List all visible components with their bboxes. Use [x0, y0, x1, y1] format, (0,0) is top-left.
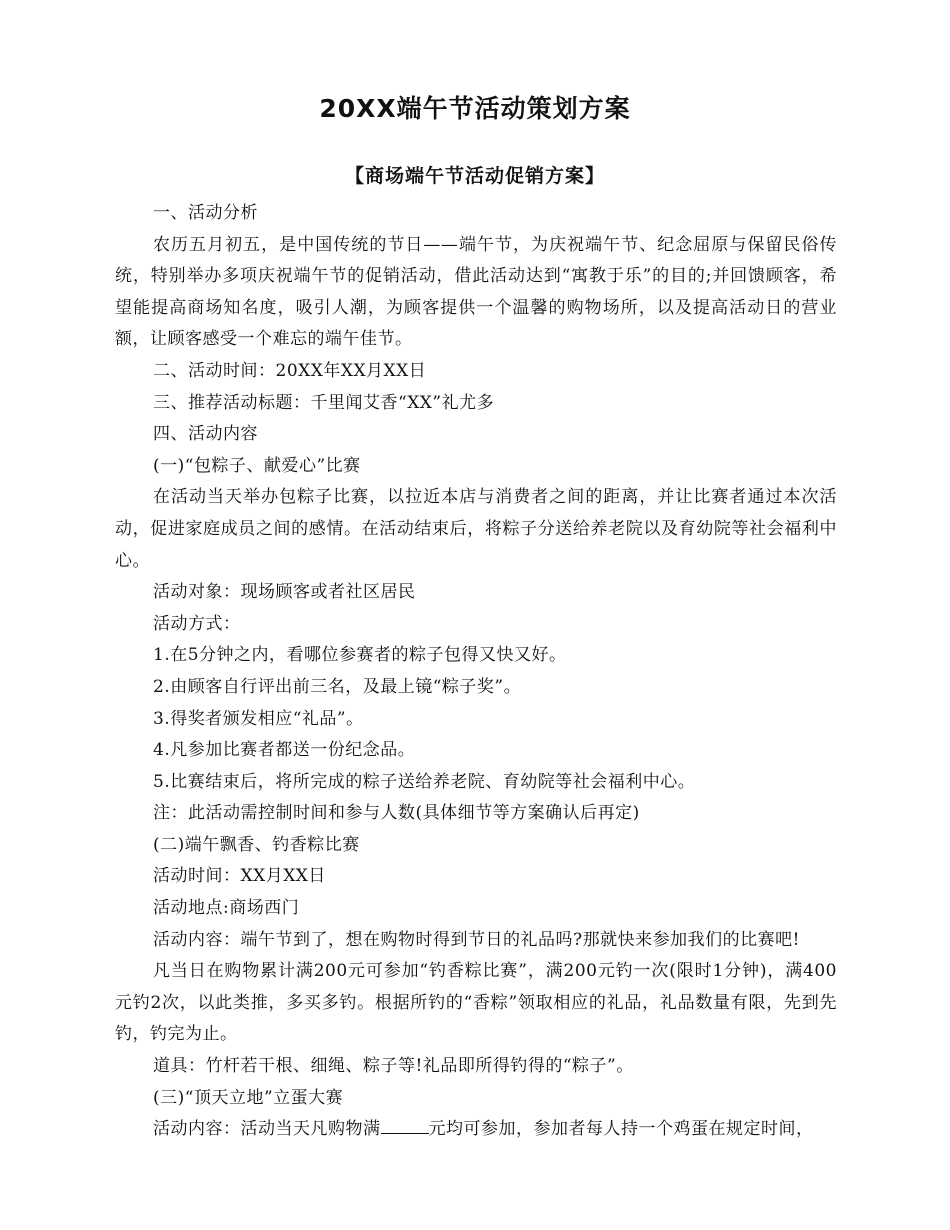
list-item-5: 5.比赛结束后，将所完成的粽子送给养老院、育幼院等社会福利中心。 — [153, 771, 696, 792]
paragraph-zongzi-contest: 在活动当天举办包粽子比赛，以拉近本店与消费者之间的距离，并让比赛者通过本次活动，促进家庭成员之间的感情。在活动结束后，将粽子分送给养老院以及育幼院等社会福利中心。 — [115, 487, 837, 571]
paragraph-analysis: 农历五月初五，是中国传统的节日——端午节，为庆祝端午节、纪念屈原与保留民俗传统，特别举办多项庆祝端午节的促销活动，借此活动达到“寓教于乐”的目的;并回馈顾客，希望能提高商场知名度，吸引人潮，为顾客提供一个温馨的购物场所，以及提高活动日的营业额，让顾客感受一个难忘的端午佳节。 — [115, 234, 837, 350]
list-item-1: 1.在5分钟之内，看哪位参赛者的粽子包得又快又好。 — [153, 645, 567, 666]
paragraph-target-audience: 活动对象：现场顾客或者社区居民 — [153, 582, 416, 603]
section-recommended-title: 三、推荐活动标题：千里闻艾香“XX”礼尤多 — [153, 392, 495, 413]
paragraph-fishing-rules: 凡当日在购物累计满200元可参加“钓香粽比赛”，满200元钓一次(限时1分钟)，满400元钓2次，以此类推，多买多钓。根据所钓的“香粽”领取相应的礼品，礼品数量有限，先到先钓，钓完为止。 — [115, 961, 837, 1045]
paragraph-method-label: 活动方式： — [153, 613, 241, 634]
document-body — [115, 198, 837, 1146]
egg-content-after: 元均可参加，参加者每人持一个鸡蛋在规定时间， — [428, 1119, 814, 1140]
subsection-fishing-contest: (二)端午飘香、钓香粽比赛 — [153, 834, 360, 855]
egg-content-before: 活动内容：活动当天凡购物满 — [153, 1119, 381, 1140]
document-subtitle: 【商场端午节活动促销方案】 — [344, 165, 605, 187]
list-item-4: 4.凡参加比赛者都送一份纪念品。 — [153, 740, 416, 761]
document-title: 20XX端午节活动策划方案 — [319, 94, 631, 123]
paragraph-fishing-props: 道具：竹杆若干根、细绳、粽子等!礼品即所得钓得的“粽子”。 — [153, 1056, 634, 1077]
section-activity-time: 二、活动时间：20XX年XX月XX日 — [153, 360, 427, 381]
list-item-3: 3.得奖者颁发相应“礼品”。 — [153, 708, 364, 729]
subsection-egg-contest: (三)“顶天立地”立蛋大赛 — [153, 1087, 344, 1108]
paragraph-fishing-content: 活动内容：端午节到了，想在购物时得到节日的礼品吗?那就快来参加我们的比赛吧! — [153, 929, 800, 950]
paragraph-fishing-location: 活动地点:商场西门 — [153, 898, 300, 919]
fill-in-blank — [381, 1117, 429, 1134]
section-heading-content: 四、活动内容 — [153, 424, 258, 445]
paragraph-note: 注：此活动需控制时间和参与人数(具体细节等方案确认后再定) — [153, 803, 640, 824]
section-heading-analysis: 一、活动分析 — [153, 203, 258, 223]
paragraph-fishing-time: 活动时间：XX月XX日 — [153, 866, 326, 887]
subsection-zongzi-contest: (一)“包粽子、献爱心”比赛 — [153, 455, 361, 476]
paragraph-egg-content — [115, 1114, 837, 1146]
list-item-2: 2.由顾客自行评出前三名，及最上镜“粽子奖”。 — [153, 676, 522, 697]
